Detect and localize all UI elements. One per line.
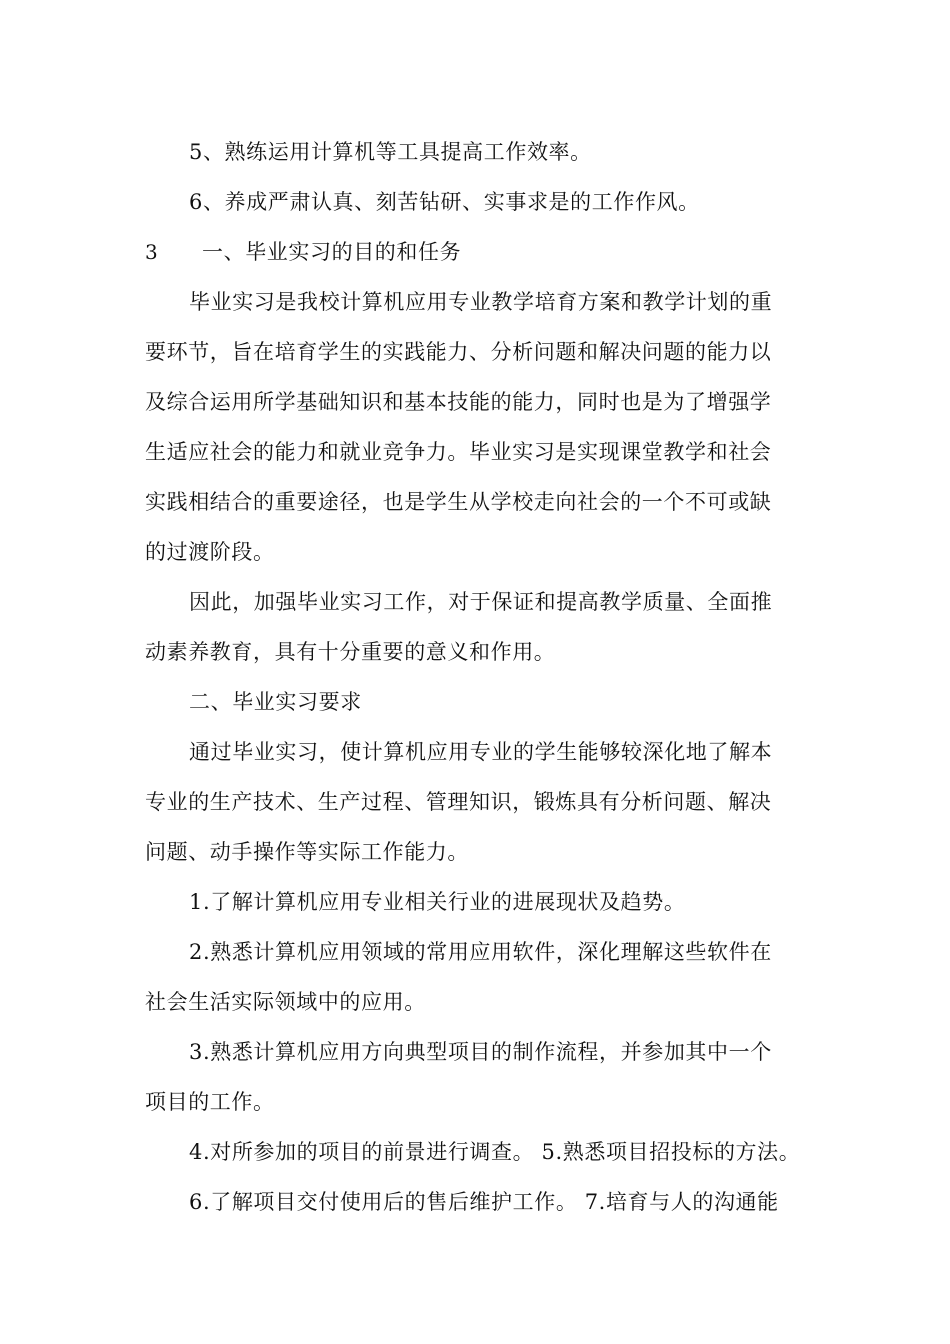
text-line: 及综合运用所学基础知识和基本技能的能力，同时也是为了增强学	[145, 390, 772, 414]
text-line: 5、熟练运用计算机等工具提高工作效率。	[189, 140, 592, 164]
text-line: 项目的工作。	[145, 1090, 275, 1114]
list-item: 2.熟悉计算机应用领域的常用应用软件，深化理解这些软件在	[189, 940, 772, 964]
text-line: 通过毕业实习，使计算机应用专业的学生能够较深化地了解本	[189, 740, 773, 764]
list-item: 1.了解计算机应用专业相关行业的进展现状及趋势。	[189, 890, 686, 914]
text-line: 毕业实习是我校计算机应用专业教学培育方案和教学计划的重	[189, 290, 773, 314]
list-item: 4.对所参加的项目的前景进行调查。 5.熟悉项目招投标的方法。	[189, 1140, 801, 1164]
text-line: 因此，加强毕业实习工作，对于保证和提高教学质量、全面推	[189, 590, 773, 614]
text-line: 问题、动手操作等实际工作能力。	[145, 840, 469, 864]
text-line: 要环节，旨在培育学生的实践能力、分析问题和解决问题的能力以	[145, 340, 772, 364]
section-heading: 一、毕业实习的目的和任务	[202, 240, 462, 264]
text-line: 社会生活实际领域中的应用。	[145, 990, 426, 1014]
text-line: 专业的生产技术、生产过程、管理知识，锻炼具有分析问题、解决	[145, 790, 772, 814]
text-line: 6、养成严肃认真、刻苦钻研、实事求是的工作作风。	[189, 190, 700, 214]
section-heading: 二、毕业实习要求	[189, 690, 362, 714]
text-line: 动素养教育，具有十分重要的意义和作用。	[145, 640, 556, 664]
text-line: 实践相结合的重要途径，也是学生从学校走向社会的一个不可或缺	[145, 490, 772, 514]
section-number: 3	[145, 240, 158, 264]
text-line: 生适应社会的能力和就业竞争力。毕业实习是实现课堂教学和社会	[145, 440, 772, 464]
text-line: 的过渡阶段。	[145, 540, 275, 564]
list-item: 3.熟悉计算机应用方向典型项目的制作流程，并参加其中一个	[189, 1040, 772, 1064]
list-item: 6.了解项目交付使用后的售后维护工作。 7.培育与人的沟通能	[189, 1190, 779, 1214]
